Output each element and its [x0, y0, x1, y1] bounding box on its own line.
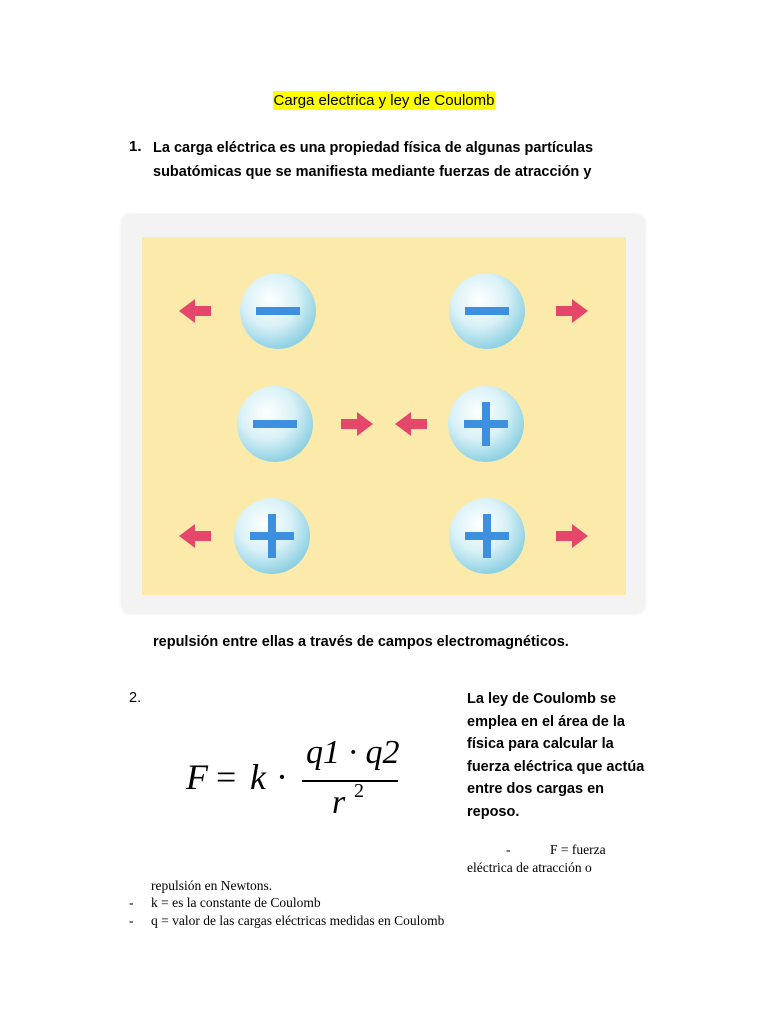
coulomb-formula [172, 728, 412, 828]
row-3 [179, 498, 588, 574]
arrow-right-icon [556, 524, 588, 548]
k-def-text: k = es la constante de Coulomb [151, 895, 321, 910]
formula-equals: = [216, 757, 237, 797]
item-2-line: entre dos cargas en [467, 781, 604, 798]
formula-k: k [250, 757, 266, 797]
row-2 [237, 386, 524, 462]
q-def-dash: - [129, 913, 134, 928]
f-def-line-2: eléctrica de atracción o [467, 860, 592, 875]
formula-numerator: q1 · q2 [306, 734, 400, 771]
minus-icon [256, 307, 300, 315]
item-1-continuation: repulsión entre ellas a través de campos electromagnéticos. [153, 634, 569, 650]
item-2-line: fuerza eléctrica que actúa [467, 758, 645, 775]
formula-exponent: 2 [354, 780, 364, 802]
row-1 [179, 273, 588, 349]
q-def-text: q = valor de las cargas eléctricas medidas en Coulomb [151, 913, 445, 928]
arrow-left-icon [179, 524, 211, 548]
item-1-number: 1. [129, 138, 142, 155]
plus-icon-vertical [482, 402, 490, 446]
item-2-line: La ley de Coulomb se [467, 691, 617, 707]
arrow-right-icon [341, 412, 373, 436]
formula-dot: · [276, 757, 288, 797]
fraction-bar [302, 780, 398, 782]
highlighted-title: Carga electrica y ley de Coulomb [273, 92, 495, 109]
item-2-line: reposo. [467, 803, 520, 820]
f-def-text: F = fuerza [550, 842, 606, 857]
minus-icon [253, 420, 297, 428]
item-2-number: 2. [129, 690, 142, 706]
arrow-right-icon [556, 299, 588, 323]
arrow-left-icon [395, 412, 427, 436]
k-def-dash: - [129, 895, 134, 910]
minus-icon [465, 307, 509, 315]
item-1-line-1: La carga eléctrica es una propiedad física de algunas partículas [153, 140, 594, 156]
item-2-line: emplea en el área de la [467, 713, 625, 730]
item-1-line-2: subatómicas que se manifiesta mediante fuerzas de atracción y [153, 164, 592, 180]
f-def-line-3: repulsión en Newtons. [151, 878, 273, 893]
formula-F: F [186, 757, 208, 797]
item-2-text [467, 688, 644, 824]
formula-denominator: r [332, 784, 346, 821]
plus-icon-vertical [483, 514, 491, 558]
f-def-dash: - [506, 842, 511, 857]
item-2-line: física para calcular la [467, 736, 614, 753]
plus-icon-vertical [268, 514, 276, 558]
arrow-left-icon [179, 299, 211, 323]
